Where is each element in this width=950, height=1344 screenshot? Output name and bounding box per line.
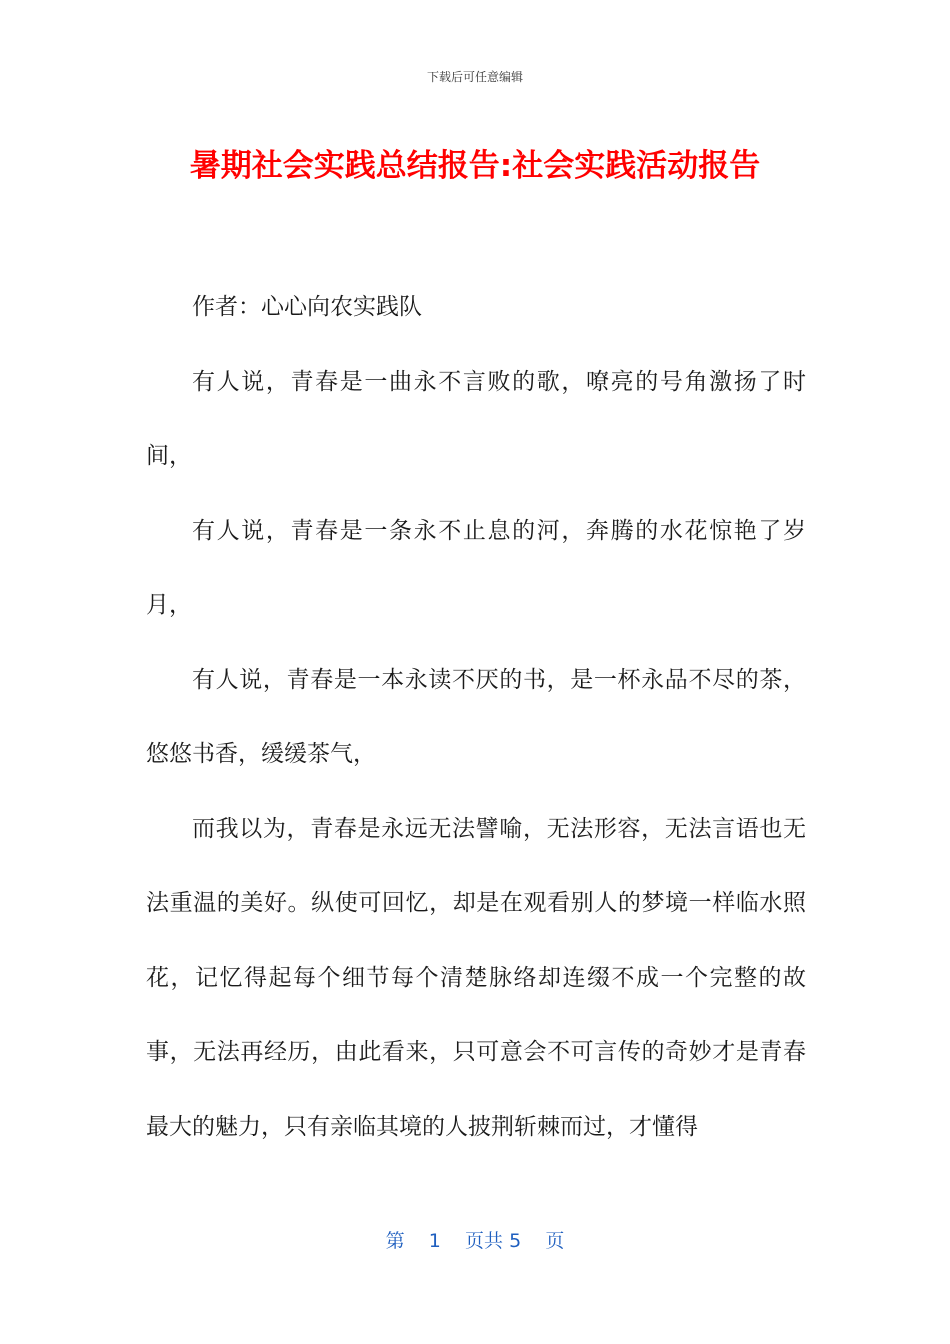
total-pages-number: 5 [509, 1230, 522, 1252]
current-page-number: 1 [428, 1230, 441, 1252]
document-title: 暑期社会实践总结报告:社会实践活动报告 [189, 148, 761, 184]
author-line: 作者：心心向农实践队 [192, 294, 422, 320]
header-note: 下载后可任意编辑 [426, 70, 523, 84]
paragraph: 而我以为，青春是永远无法譬喻，无法形容，无法言语也无法重温的美好。纵使可回忆，却是在观看别人的梦境一样临水照花，记忆得起每个细节每个清楚脉络却连缀不成一个完整的故事，无法再经历，由此看来，只可意会不可言传的奇妙才是青春最大的魅力，只有亲临其境的人披荆斩棘而过，才懂得 [146, 815, 806, 1140]
paragraph: 有人说，青春是一曲永不言败的歌，嘹亮的号角激扬了时间， [146, 368, 806, 469]
paragraph: 有人说，青春是一条永不止息的河，奔腾的水花惊艳了岁月， [146, 517, 806, 618]
page-footer [0, 1226, 950, 1253]
paragraph: 有人说，青春是一本永读不厌的书，是一杯永品不尽的茶，悠悠书香，缓缓茶气， [146, 666, 806, 767]
page-label-mid: 页共 [465, 1230, 504, 1252]
page-label-suffix: 页 [545, 1230, 565, 1252]
page-label-prefix: 第 [385, 1230, 405, 1252]
document-body [146, 270, 806, 1164]
